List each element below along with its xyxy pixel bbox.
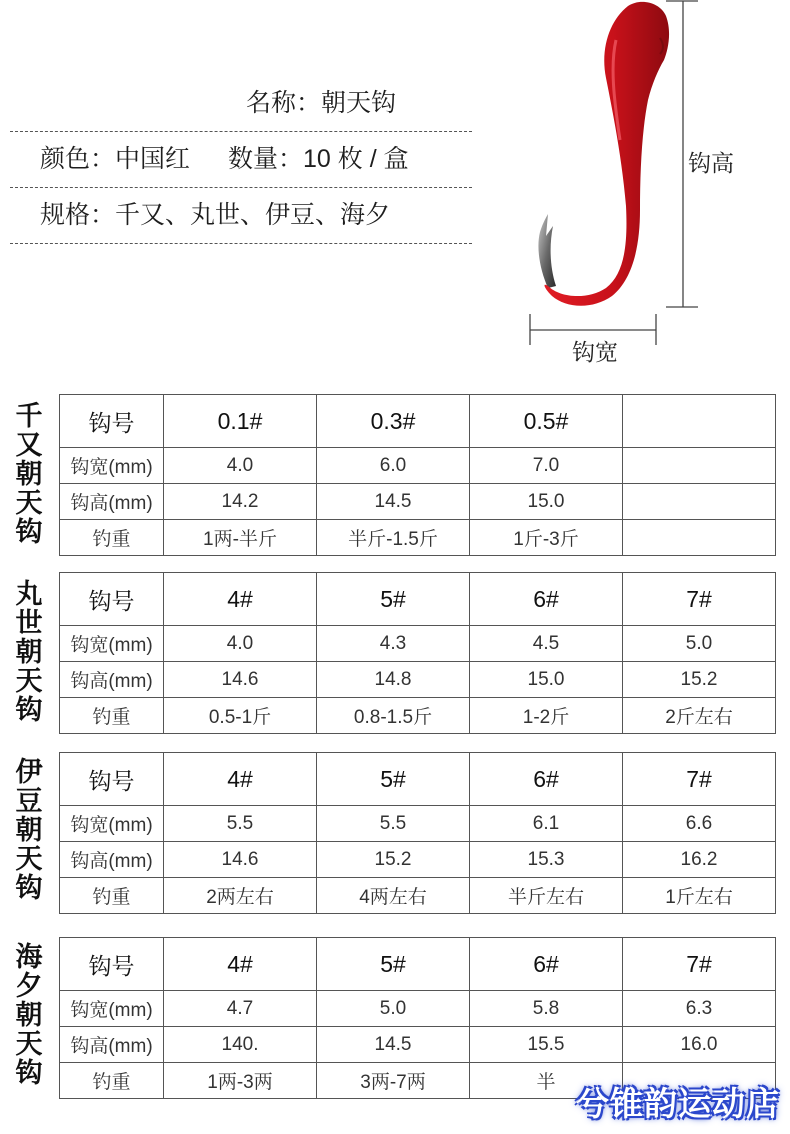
table-cell: 4.7: [164, 991, 317, 1027]
hook-size-cell: 7#: [623, 938, 776, 991]
table-title: 丸世朝天钩: [15, 579, 43, 726]
table-cell: 5.8: [470, 991, 623, 1027]
table-row: [60, 626, 776, 662]
table-cell: 1斤左右: [623, 878, 776, 914]
hook-height-label: 钩高: [688, 150, 734, 176]
table-cell: 2斤左右: [623, 698, 776, 734]
hook-size-cell: 5#: [317, 753, 470, 806]
table-cell: 半斤左右: [470, 878, 623, 914]
table-cell: 5.0: [317, 991, 470, 1027]
table-row: [60, 448, 776, 484]
table-cell: [623, 448, 776, 484]
table-cell: 3两-7两: [317, 1063, 470, 1099]
table-cell: 7.0: [470, 448, 623, 484]
table-cell: 4.0: [164, 448, 317, 484]
table-row: [60, 806, 776, 842]
hook-size-cell: 6#: [470, 753, 623, 806]
spec-size-line: [10, 188, 472, 244]
hook-size-cell: 4#: [164, 938, 317, 991]
table-cell: 4.0: [164, 626, 317, 662]
table-title: 海夕朝天钩: [15, 942, 43, 1089]
header-label: 钩号: [60, 395, 164, 448]
row-label: 钩宽(mm): [60, 991, 164, 1027]
hook-size-cell: 6#: [470, 573, 623, 626]
table-cell: 0.5-1斤: [164, 698, 317, 734]
table-cell: 4.5: [470, 626, 623, 662]
spec-table: [59, 752, 776, 914]
table-cell: 半斤-1.5斤: [317, 520, 470, 556]
hook-size-cell: 5#: [317, 938, 470, 991]
table-cell: 15.3: [470, 842, 623, 878]
table-cell: 4两左右: [317, 878, 470, 914]
spec-color-line: [10, 132, 472, 188]
table-row: [60, 520, 776, 556]
row-label: 钓重: [60, 878, 164, 914]
table-cell: 5.5: [164, 806, 317, 842]
hook-width-label: 钩宽: [572, 339, 618, 365]
table-header-row: [60, 395, 776, 448]
table-cell: 4.3: [317, 626, 470, 662]
hook-size-cell: 4#: [164, 753, 317, 806]
product-color: 颜色：中国红: [40, 145, 191, 173]
table-cell: 15.0: [470, 662, 623, 698]
row-label: 钩高(mm): [60, 1027, 164, 1063]
spec-name-line: [10, 76, 472, 132]
spec-table: [59, 937, 776, 1099]
header-label: 钩号: [60, 938, 164, 991]
table-cell: 15.5: [470, 1027, 623, 1063]
table-cell: 140.: [164, 1027, 317, 1063]
hook-size-cell: [623, 395, 776, 448]
table-cell: 5.5: [317, 806, 470, 842]
table-header-row: [60, 938, 776, 991]
product-sizes: 规格：千又、丸世、伊豆、海夕: [40, 201, 391, 229]
header-label: 钩号: [60, 753, 164, 806]
row-label: 钩高(mm): [60, 842, 164, 878]
hook-size-cell: 4#: [164, 573, 317, 626]
table-row: [60, 878, 776, 914]
table-cell: 6.6: [623, 806, 776, 842]
table-cell: 15.2: [317, 842, 470, 878]
row-label: 钓重: [60, 520, 164, 556]
hook-body: [545, 2, 670, 306]
row-label: 钩宽(mm): [60, 626, 164, 662]
table-cell: 1两-半斤: [164, 520, 317, 556]
table-cell: 14.8: [317, 662, 470, 698]
table-cell: 16.0: [623, 1027, 776, 1063]
hook-size-cell: 6#: [470, 938, 623, 991]
table-row: [60, 698, 776, 734]
table-cell: 1两-3两: [164, 1063, 317, 1099]
table-cell: 14.6: [164, 662, 317, 698]
spec-table: [59, 572, 776, 734]
table-cell: 14.5: [317, 1027, 470, 1063]
table-cell: 16.2: [623, 842, 776, 878]
hook-size-cell: 5#: [317, 573, 470, 626]
table-cell: 14.2: [164, 484, 317, 520]
table-cell: 15.2: [623, 662, 776, 698]
table-cell: 6.1: [470, 806, 623, 842]
table-cell: 15.0: [470, 484, 623, 520]
table-title: 伊豆朝天钩: [15, 757, 43, 904]
table-header-row: [60, 753, 776, 806]
table-row: [60, 1027, 776, 1063]
table-cell: 1斤-3斤: [470, 520, 623, 556]
hook-size-cell: 0.1#: [164, 395, 317, 448]
hook-size-cell: 7#: [623, 753, 776, 806]
table-cell: 14.6: [164, 842, 317, 878]
hook-point: [538, 214, 556, 288]
table-row: [60, 662, 776, 698]
row-label: 钩高(mm): [60, 484, 164, 520]
table-cell: 6.0: [317, 448, 470, 484]
spec-table: [59, 394, 776, 556]
hook-size-cell: 0.5#: [470, 395, 623, 448]
table-cell: 14.5: [317, 484, 470, 520]
header-label: 钩号: [60, 573, 164, 626]
table-cell: 0.8-1.5斤: [317, 698, 470, 734]
row-label: 钓重: [60, 1063, 164, 1099]
table-cell: 2两左右: [164, 878, 317, 914]
table-row: [60, 842, 776, 878]
table-cell: 半: [470, 1063, 623, 1099]
table-row: [60, 484, 776, 520]
table-cell: 5.0: [623, 626, 776, 662]
table-cell: [623, 484, 776, 520]
row-label: 钩宽(mm): [60, 806, 164, 842]
table-cell: 1-2斤: [470, 698, 623, 734]
store-watermark: 兮锥韵运动店: [576, 1084, 780, 1123]
row-label: 钓重: [60, 698, 164, 734]
product-name: 名称：朝天钩: [246, 89, 397, 117]
table-cell: 6.3: [623, 991, 776, 1027]
row-label: 钩宽(mm): [60, 448, 164, 484]
hook-diagram: [505, 0, 725, 360]
product-quantity: 数量：10 枚 / 盒: [228, 145, 409, 173]
table-cell: [623, 520, 776, 556]
hook-size-cell: 0.3#: [317, 395, 470, 448]
table-title: 千又朝天钩: [15, 401, 43, 548]
table-header-row: [60, 573, 776, 626]
hook-size-cell: 7#: [623, 573, 776, 626]
row-label: 钩高(mm): [60, 662, 164, 698]
table-row: [60, 991, 776, 1027]
